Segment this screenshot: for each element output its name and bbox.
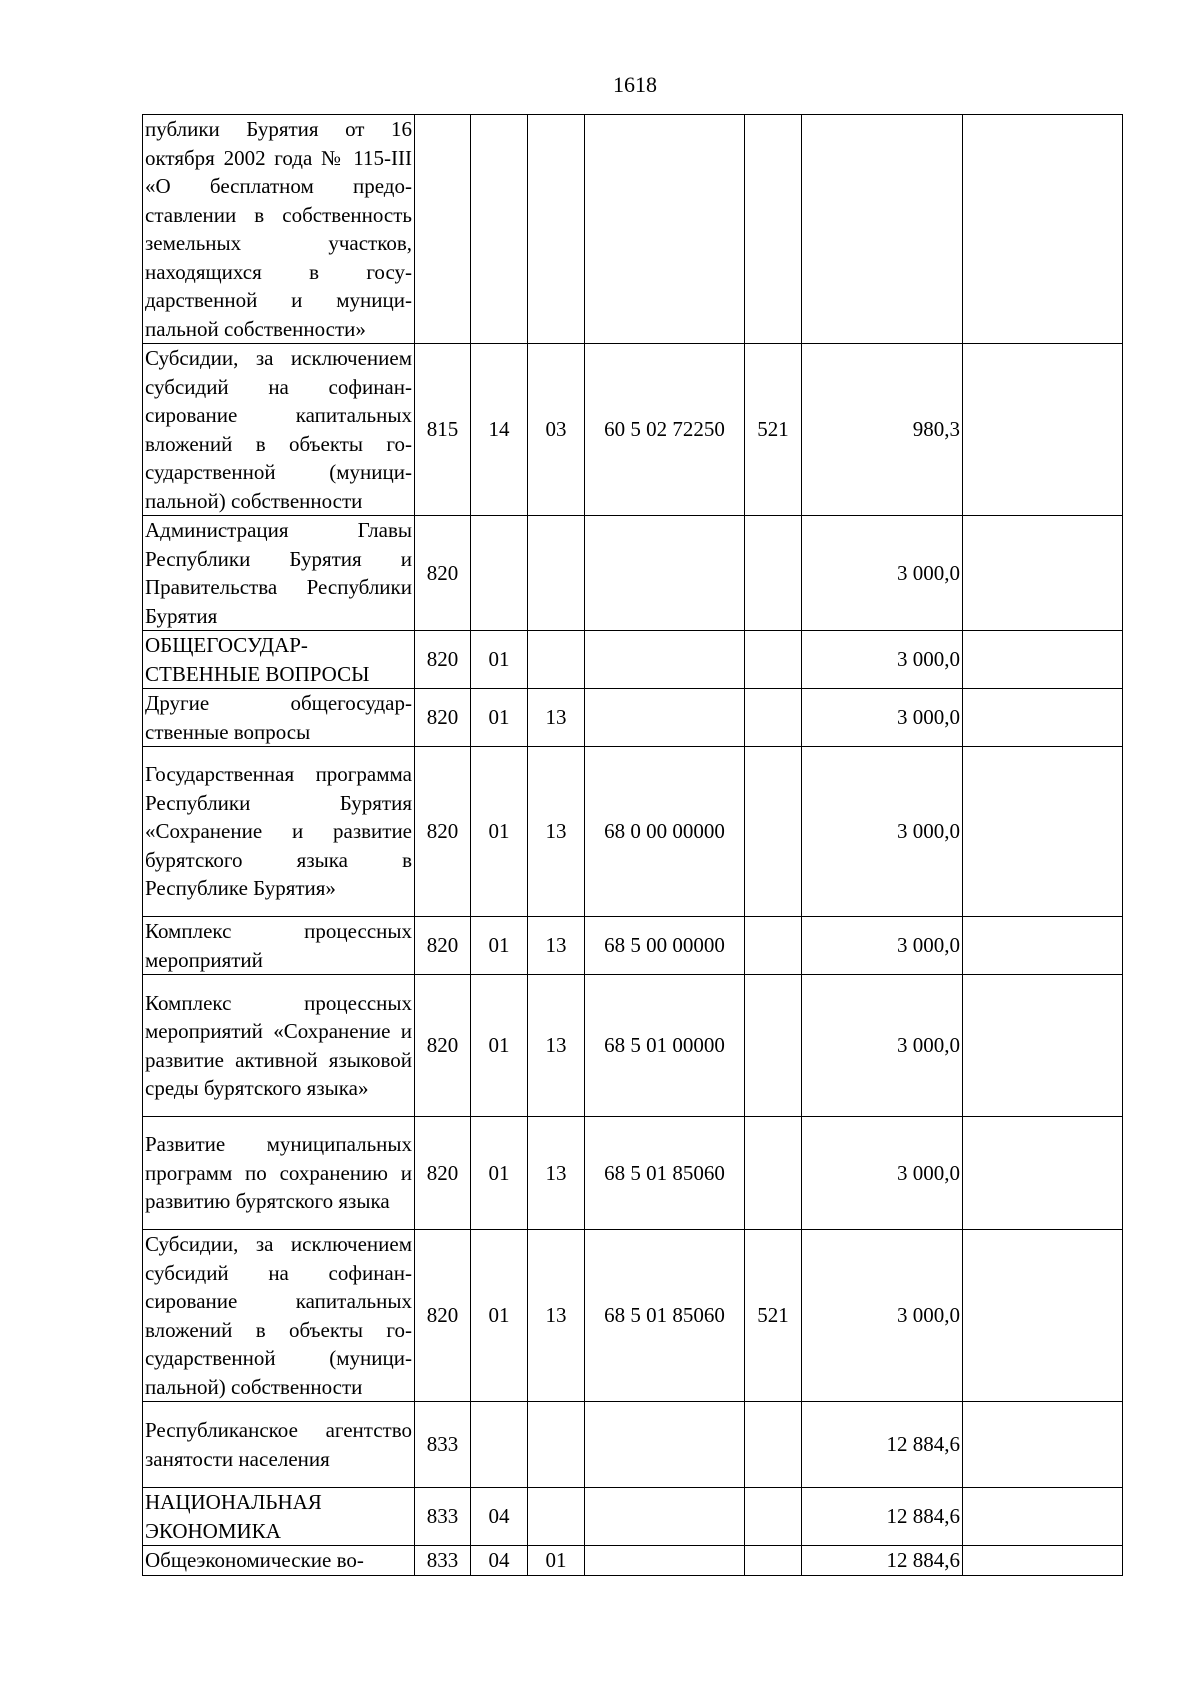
row-ved-code: 833 xyxy=(415,1402,471,1488)
row-section-code: 04 xyxy=(471,1546,528,1576)
row-subsection-code: 13 xyxy=(528,917,585,975)
row-subsection-code: 13 xyxy=(528,975,585,1117)
row-name: Государственная программа Республики Бурятия «Сохранение и развитие бурятского языка в Республике Бурятия» xyxy=(143,747,415,917)
row-target-article: 68 5 00 00000 xyxy=(585,917,745,975)
row-ved-code: 820 xyxy=(415,516,471,631)
row-empty-cell xyxy=(963,747,1123,917)
row-name: Комплекс процессных мероприятий «Сохранение и развитие активной языковой среды бурятского языка» xyxy=(143,975,415,1117)
row-empty-cell xyxy=(963,1546,1123,1576)
row-name: Общеэкономические во- xyxy=(143,1546,415,1576)
row-ved-code: 820 xyxy=(415,631,471,689)
row-expense-type xyxy=(745,689,802,747)
row-expense-type: 521 xyxy=(745,1230,802,1402)
row-expense-type xyxy=(745,917,802,975)
row-ved-code: 820 xyxy=(415,917,471,975)
row-target-article: 68 5 01 85060 xyxy=(585,1117,745,1230)
row-target-article xyxy=(585,516,745,631)
row-amount: 980,3 xyxy=(802,344,963,516)
row-expense-type xyxy=(745,975,802,1117)
row-section-code: 04 xyxy=(471,1488,528,1546)
row-section-code xyxy=(471,115,528,344)
row-expense-type xyxy=(745,631,802,689)
row-target-article: 68 5 01 00000 xyxy=(585,975,745,1117)
row-ved-code: 820 xyxy=(415,975,471,1117)
row-name: Субсидии, за исключением субсидий на софинансирование капитальных вложений в объекты государственной (муниципальной) собственности xyxy=(143,344,415,516)
row-empty-cell xyxy=(963,516,1123,631)
row-empty-cell xyxy=(963,689,1123,747)
table-row xyxy=(143,344,1123,516)
row-target-article xyxy=(585,1402,745,1488)
table-row xyxy=(143,1402,1123,1488)
row-ved-code: 820 xyxy=(415,1230,471,1402)
row-name: Республиканское агентство занятости населения xyxy=(143,1402,415,1488)
row-name: публики Бурятия от 16 октября 2002 года № 115-III «О бесплатном предоставлении в собственность земельных участков, находящихся в государственной и муниципальной собственности» xyxy=(143,115,415,344)
table-row xyxy=(143,975,1123,1117)
row-section-code: 01 xyxy=(471,747,528,917)
row-target-article: 68 0 00 00000 xyxy=(585,747,745,917)
row-target-article xyxy=(585,115,745,344)
row-section-code: 01 xyxy=(471,1117,528,1230)
row-name: Другие общегосударственные вопросы xyxy=(143,689,415,747)
row-target-article xyxy=(585,1488,745,1546)
row-target-article xyxy=(585,1546,745,1576)
row-expense-type xyxy=(745,115,802,344)
row-ved-code: 833 xyxy=(415,1546,471,1576)
row-section-code: 01 xyxy=(471,975,528,1117)
row-ved-code: 815 xyxy=(415,344,471,516)
row-empty-cell xyxy=(963,344,1123,516)
row-amount: 3 000,0 xyxy=(802,917,963,975)
row-subsection-code xyxy=(528,516,585,631)
row-subsection-code: 13 xyxy=(528,747,585,917)
row-section-code xyxy=(471,1402,528,1488)
row-name: Администрация Главы Республики Бурятия и Правительства Республики Бурятия xyxy=(143,516,415,631)
row-empty-cell xyxy=(963,1230,1123,1402)
row-section-code xyxy=(471,516,528,631)
table-row xyxy=(143,689,1123,747)
row-name: Развитие муниципальных программ по сохранению и развитию бурятского языка xyxy=(143,1117,415,1230)
row-section-code: 01 xyxy=(471,689,528,747)
row-amount: 12 884,6 xyxy=(802,1488,963,1546)
row-amount: 3 000,0 xyxy=(802,631,963,689)
row-amount: 12 884,6 xyxy=(802,1546,963,1576)
row-ved-code: 820 xyxy=(415,1117,471,1230)
row-subsection-code: 13 xyxy=(528,1117,585,1230)
row-target-article xyxy=(585,631,745,689)
row-empty-cell xyxy=(963,917,1123,975)
row-amount: 3 000,0 xyxy=(802,1117,963,1230)
row-expense-type xyxy=(745,516,802,631)
row-expense-type xyxy=(745,1117,802,1230)
table-row xyxy=(143,631,1123,689)
row-name: Субсидии, за исключением субсидий на софинансирование капитальных вложений в объекты государственной (муниципальной) собственности xyxy=(143,1230,415,1402)
page-number: 1618 xyxy=(613,72,657,97)
row-empty-cell xyxy=(963,115,1123,344)
row-section-code: 01 xyxy=(471,1230,528,1402)
row-empty-cell xyxy=(963,1402,1123,1488)
table-row xyxy=(143,516,1123,631)
budget-table xyxy=(142,114,1123,1576)
row-section-code: 01 xyxy=(471,917,528,975)
row-ved-code: 833 xyxy=(415,1488,471,1546)
row-amount: 3 000,0 xyxy=(802,689,963,747)
row-ved-code xyxy=(415,115,471,344)
row-subsection-code xyxy=(528,1402,585,1488)
row-expense-type xyxy=(745,1546,802,1576)
row-empty-cell xyxy=(963,1117,1123,1230)
row-amount: 3 000,0 xyxy=(802,747,963,917)
budget-table-body xyxy=(143,115,1123,1576)
table-row xyxy=(143,747,1123,917)
table-row xyxy=(143,1546,1123,1576)
row-ved-code: 820 xyxy=(415,747,471,917)
table-row xyxy=(143,917,1123,975)
row-name: Комплекс процессных мероприятий xyxy=(143,917,415,975)
row-section-code: 14 xyxy=(471,344,528,516)
row-expense-type: 521 xyxy=(745,344,802,516)
row-expense-type xyxy=(745,1402,802,1488)
row-amount: 3 000,0 xyxy=(802,516,963,631)
row-empty-cell xyxy=(963,975,1123,1117)
table-row xyxy=(143,1230,1123,1402)
row-name: ОБЩЕГОСУДАР-СТВЕННЫЕ ВОПРОСЫ xyxy=(143,631,415,689)
row-subsection-code: 01 xyxy=(528,1546,585,1576)
row-empty-cell xyxy=(963,631,1123,689)
row-subsection-code: 13 xyxy=(528,1230,585,1402)
table-row xyxy=(143,1488,1123,1546)
row-empty-cell xyxy=(963,1488,1123,1546)
table-row xyxy=(143,1117,1123,1230)
row-expense-type xyxy=(745,747,802,917)
row-target-article xyxy=(585,689,745,747)
row-subsection-code xyxy=(528,631,585,689)
table-row xyxy=(143,115,1123,344)
row-amount: 3 000,0 xyxy=(802,1230,963,1402)
row-ved-code: 820 xyxy=(415,689,471,747)
row-subsection-code xyxy=(528,1488,585,1546)
row-section-code: 01 xyxy=(471,631,528,689)
row-subsection-code: 03 xyxy=(528,344,585,516)
row-name: НАЦИОНАЛЬНАЯ ЭКОНОМИКА xyxy=(143,1488,415,1546)
row-target-article: 60 5 02 72250 xyxy=(585,344,745,516)
row-amount: 12 884,6 xyxy=(802,1402,963,1488)
row-subsection-code xyxy=(528,115,585,344)
row-target-article: 68 5 01 85060 xyxy=(585,1230,745,1402)
row-amount xyxy=(802,115,963,344)
row-amount: 3 000,0 xyxy=(802,975,963,1117)
row-subsection-code: 13 xyxy=(528,689,585,747)
row-expense-type xyxy=(745,1488,802,1546)
